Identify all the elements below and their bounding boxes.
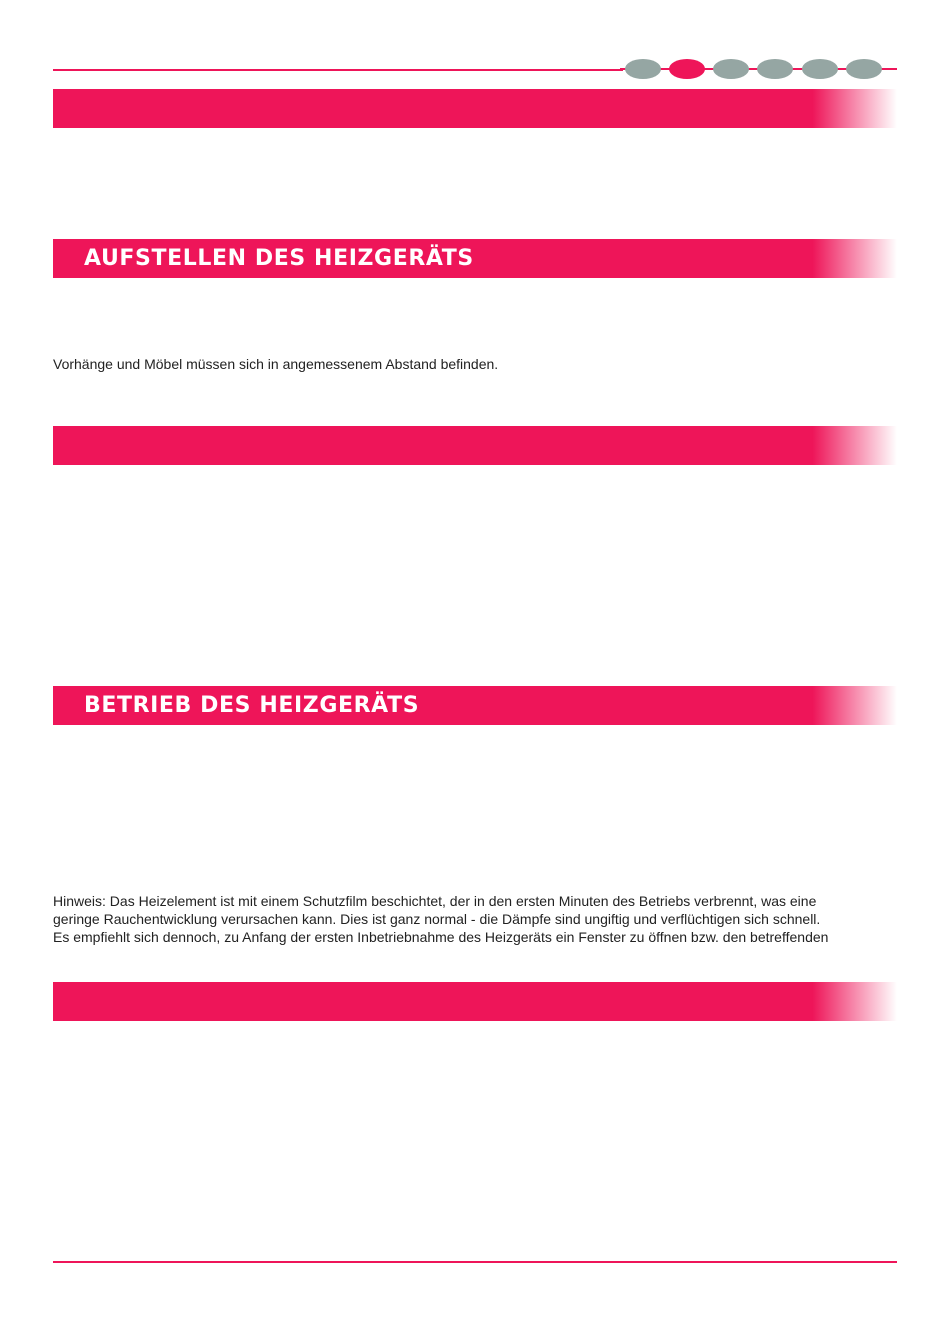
betrieb-note-paragraph — [53, 892, 898, 946]
page-indicator — [620, 58, 897, 80]
aufstellen-paragraph — [53, 355, 898, 373]
section-title-betrieb: BETRIEB DES HEIZGERÄTS — [84, 693, 420, 718]
page-dot-3 — [713, 59, 749, 79]
page-dot-6 — [846, 59, 882, 79]
section-band-empty-3 — [53, 982, 897, 1021]
aufstellen-text: Vorhänge und Möbel müssen sich in angemessenem Abstand befinden. — [53, 356, 499, 372]
page-dot-2 — [669, 59, 705, 79]
page-dot-4 — [757, 59, 793, 79]
footer-rule — [53, 1261, 897, 1263]
section-band-aufstellen — [53, 239, 897, 278]
section-band-empty-1 — [53, 89, 897, 128]
page-dot-5 — [802, 59, 838, 79]
section-band-betrieb — [53, 686, 897, 725]
section-title-aufstellen: AUFSTELLEN DES HEIZGERÄTS — [84, 246, 474, 271]
section-band-empty-2 — [53, 426, 897, 465]
page-dot-1 — [625, 59, 661, 79]
betrieb-note-line-3: Es empfiehlt sich dennoch, zu Anfang der ersten Inbetriebnahme des Heizgeräts ein Fenster zu öffnen bzw. den betreffenden — [53, 929, 829, 945]
header-rule — [53, 69, 623, 71]
betrieb-note-line-2: geringe Rauchentwicklung verursachen kann. Dies ist ganz normal - die Dämpfe sind ungiftig und verflüchtigen sich schnell. — [53, 911, 821, 927]
betrieb-note-line-1: Hinweis: Das Heizelement ist mit einem Schutzfilm beschichtet, der in den ersten Minuten des Betriebs verbrennt, was eine — [53, 893, 817, 909]
